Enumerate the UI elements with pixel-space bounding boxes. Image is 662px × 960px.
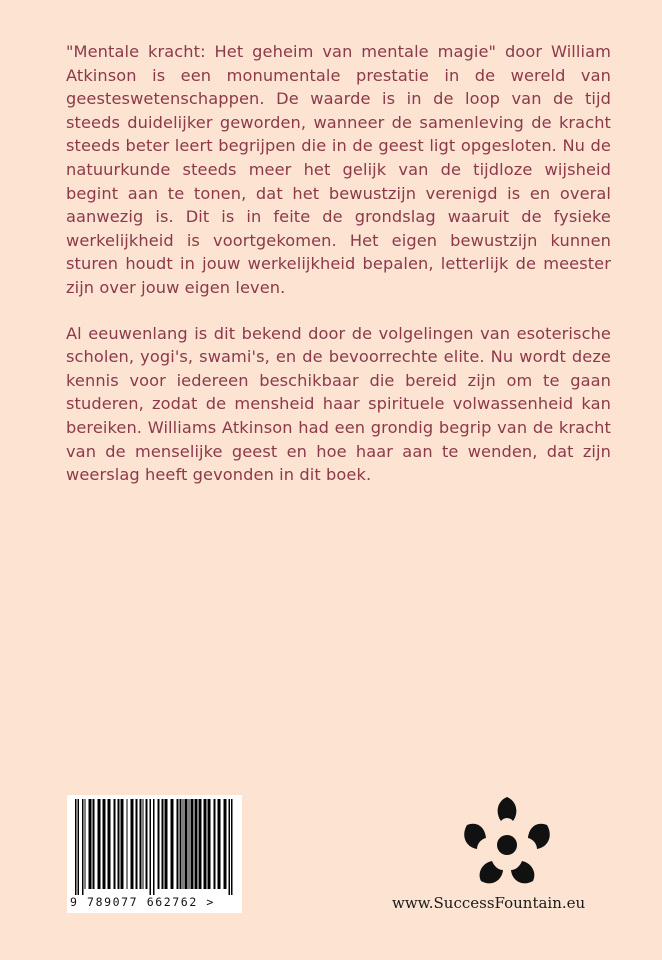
description-paragraph-1: "Mentale kracht: Het geheim van mentale magie" door William Atkinson is een monumentale prestatie in de wereld van geesteswetenschappen. De waarde is in de loop van de tijd steeds duidelijker geworden, wanneer de samenleving de kracht steeds beter leert begrijpen die in de geest ligt opgesloten. Nu de natuurkunde steeds meer het gelijk van de tijdloze wijsheid begint aan te tonen, dat het bewustzijn verenigd is en overal aanwezig is. Dit is in feite de grondslag waaruit de fysieke werkelijkheid is voortgekomen. Het eigen bewustzijn kunnen sturen houdt in jouw werkelijkheid bepalen, letterlijk de meester zijn over jouw eigen leven. [66,42,611,297]
success-fountain-logo-icon [457,795,557,889]
description-text [66,40,611,509]
description-paragraph-2: Al eeuwenlang is dit bekend door de volgelingen van esoterische scholen, yogi's, swami's, en de bevoorrechte elite. Nu wordt deze kennis voor iedereen beschikbaar die bereid zijn om te gaan studeren, zodat de mensheid haar spirituele volwassenheid kan bereiken. Williams Atkinson had een grondig begrip van de kracht van de menselijke geest en hoe haar aan te wenden, dat zijn weerslag heeft gevonden in dit boek. [66,323,611,485]
publisher-website: www.SuccessFountain.eu [392,894,586,912]
isbn-number: 9 789077 662762 > [70,895,215,909]
isbn-barcode [67,795,242,913]
barcode-bars [67,795,242,895]
